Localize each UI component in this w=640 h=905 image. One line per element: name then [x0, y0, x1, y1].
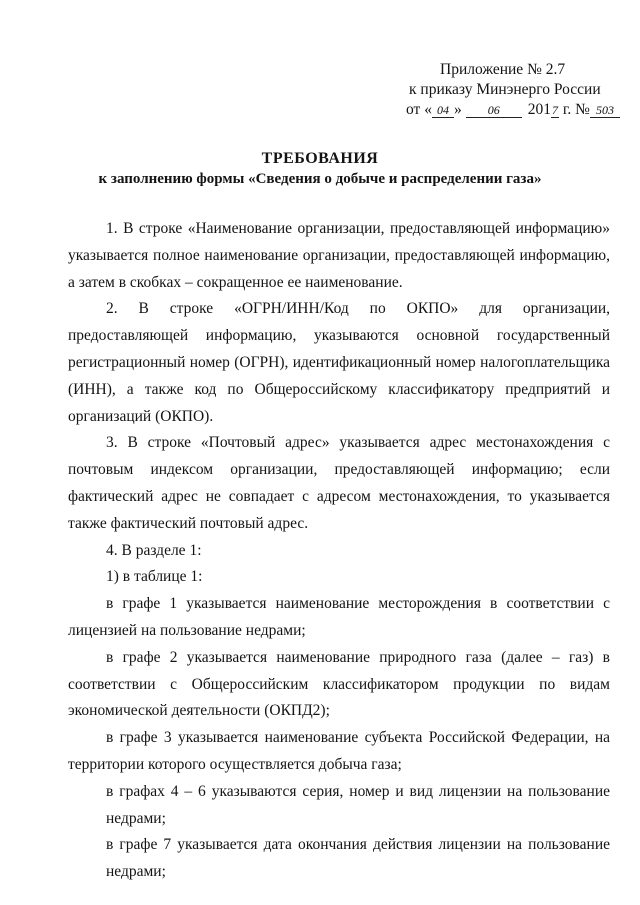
paragraph-3: 3. В строке «Почтовый адрес» указывается адрес местонахождения с почтовым индексом организации, предоставляющей информацию; если фактический адрес не совпадает с адресом местонахождения, то указывается также фактический почтовый адрес. — [68, 434, 610, 532]
date-prefix: от « — [406, 101, 432, 118]
handwritten-year-digit: 7 — [551, 103, 558, 117]
document-body — [68, 216, 610, 886]
order-date-line — [406, 100, 626, 120]
column-7-description: в графе 7 указывается дата окончания действия лицензии на пользование недрами; — [106, 836, 610, 881]
handwritten-day: 04 — [432, 103, 454, 118]
paragraph-4-1: 1) в таблице 1: — [106, 568, 203, 586]
column-1-description: в графе 1 указывается наименование месторождения в соответствии с лицензией на пользование недрами; — [68, 595, 610, 639]
paragraph-4: 4. В разделе 1: — [106, 541, 202, 559]
handwritten-month: 06 — [466, 103, 522, 118]
column-3-description: в графе 3 указывается наименование субъекта Российской Федерации, на территории которого осуществляется добыча газа; — [68, 729, 610, 773]
year-prefix: 201 — [527, 101, 551, 118]
columns-4-6-description: в графах 4 – 6 указываются серия, номер и вид лицензии на пользование недрами; — [106, 782, 610, 827]
handwritten-order-number: 503 — [590, 103, 620, 118]
number-label: г. № — [558, 101, 590, 118]
document-subtitle: к заполнению формы «Сведения о добыче и распределении газа» — [98, 171, 542, 187]
appendix-header — [406, 60, 626, 120]
paragraph-1: 1. В строке «Наименование организации, предоставляющей информацию» указывается полное наименование организации, предоставляющей информацию, а затем в скобках – сокращенное ее наименование. — [68, 220, 610, 291]
column-2-description: в графе 2 указывается наименование природного газа (далее – газ) в соответствии с Общероссийским классификатором продукции по видам экономической деятельности (ОКПД2); — [68, 648, 610, 720]
date-quote-close: » — [453, 101, 462, 118]
order-reference: к приказу Минэнерго России — [409, 81, 601, 98]
appendix-number: Приложение № 2.7 — [440, 61, 566, 78]
paragraph-2: 2. В строке «ОГРН/ИНН/Код по ОКПО» для организации, предоставляющей информацию, указываются основной государственный регистрационный номер (ОГРН), идентификационный номер налогоплательщика (ИНН), а также код по Общероссийскому классификатору предприятий и организаций (ОКПО). — [68, 300, 610, 425]
document-title: ТРЕБОВАНИЯ — [261, 150, 379, 167]
